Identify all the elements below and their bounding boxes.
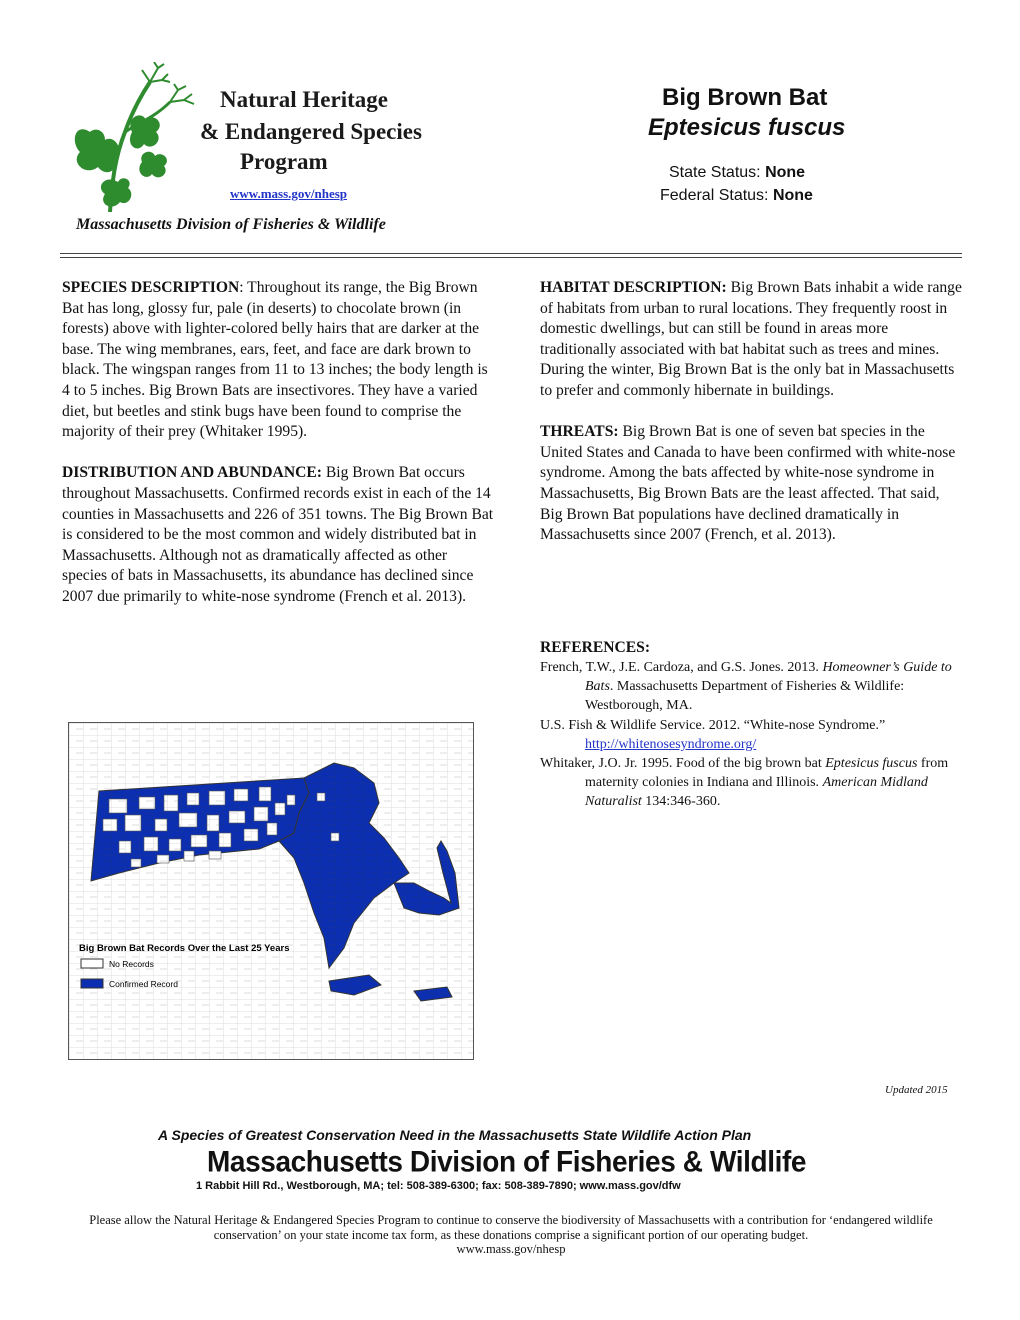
map-town-no-record xyxy=(234,789,248,801)
appeal-link[interactable]: www.mass.gov/nhesp xyxy=(456,1242,566,1257)
map-town-no-record xyxy=(131,859,141,867)
map-town-no-record xyxy=(169,839,181,851)
plant-logo-icon xyxy=(70,62,200,212)
reference-item: U.S. Fish & Wildlife Service. 2012. “White-nose Syndrome.” http://whitenosesyndrome.org/ xyxy=(540,717,886,752)
state-status: State Status: None xyxy=(669,164,806,181)
map-town-no-record xyxy=(139,797,155,809)
map-town-no-record xyxy=(209,791,225,805)
map-town-no-record xyxy=(164,795,178,811)
legend-title: Big Brown Bat Records Over the Last 25 Years xyxy=(79,943,290,954)
program-name-line3: Program xyxy=(240,149,328,174)
map-town-no-record xyxy=(254,807,268,821)
reference-item: Whitaker, J.O. Jr. 1995. Food of the big brown bat Eptesicus fuscus from maternity colonies in Indiana and Illinois. American Midland Naturalist 134:346-360. xyxy=(540,756,949,810)
legend-swatch-no-records xyxy=(81,959,103,968)
map-town-no-record xyxy=(184,851,194,861)
map-town-no-record xyxy=(244,829,258,841)
map-town-no-record xyxy=(191,835,207,847)
dfw-address: 1 Rabbit Hill Rd., Westborough, MA; tel: 508-389-6300; fax: 508-389-7890; www.mass.gov/dfw xyxy=(196,1180,681,1192)
legend-no-records: No Records xyxy=(109,959,154,969)
program-name-line1: Natural Heritage xyxy=(220,87,388,112)
map-town-no-record xyxy=(287,795,295,805)
right-column xyxy=(540,278,965,566)
threats: THREATS: Big Brown Bat is one of seven bat species in the United States and Canada to have been confirmed with white-nose syndrome. Among the bats affected by white-nose syndrome in Massachusetts, Big Brown Bats are the least affected. That said, Big Brown Bat populations have declined dramatically in Massachusetts since 2007 (French, et al. 2013). xyxy=(540,423,956,544)
map-town-no-record xyxy=(267,823,277,835)
updated-date: Updated 2015 xyxy=(885,1084,948,1096)
habitat-description: HABITAT DESCRIPTION: Big Brown Bats inhabit a wide range of habitats from urban to rural locations. They frequently roost in domestic dwellings, but can still be found in areas more traditionally associated with bat habitat such as trees and mines. During the winter, Big Brown Bat is the only bat in Massachusetts to prefer and commonly hibernate in buildings. xyxy=(540,279,962,399)
left-column xyxy=(62,278,494,628)
map-town-no-record xyxy=(125,815,141,831)
legend-swatch-confirmed xyxy=(81,979,103,988)
donation-appeal: Please allow the Natural Heritage & Endangered Species Program to continue to conserve the biodiversity of Massachusetts with a contribution for ‘endangered wildlife conservation’ on your state income tax form, as these donations comprise a significant portion of our operating budget. www.mass.gov/nhesp xyxy=(89,1213,933,1257)
swap-statement: A Species of Greatest Conservation Need in the Massachusetts State Wildlife Action Plan xyxy=(158,1127,752,1143)
agency-name: Massachusetts Division of Fisheries & Wildlife xyxy=(76,216,386,233)
species-scientific-name: Eptesicus fuscus xyxy=(648,114,846,141)
map-town-no-record xyxy=(207,815,219,831)
map-town-no-record xyxy=(209,851,221,859)
federal-status: Federal Status: None xyxy=(660,187,813,204)
program-name-line2: & Endangered Species xyxy=(200,119,422,144)
map-town-no-record xyxy=(219,833,231,847)
map-region-cape xyxy=(394,841,459,915)
reference-item: French, T.W., J.E. Cardoza, and G.S. Jones. 2013. Homeowner’s Guide to Bats. Massachusetts Department of Fisheries & Wildlife: Westborough, MA. xyxy=(540,660,952,714)
header-divider xyxy=(60,253,962,254)
legend-confirmed: Confirmed Record xyxy=(109,979,178,989)
dfw-title: Massachusetts Division of Fisheries & Wildlife xyxy=(207,1145,807,1178)
map-town-no-record xyxy=(187,793,199,805)
map-town-no-record xyxy=(259,787,271,801)
distribution-abundance: DISTRIBUTION AND ABUNDANCE: Big Brown Bat occurs throughout Massachusetts. Confirmed records exist in each of the 14 counties in Massachusetts and 226 of 351 towns. The Big Brown Bat is considered to be the most common and widely distributed bat in Massachusetts. Although not as dramatically affected as other species of bats in Massachusetts, its abundance has declined since 2007 due primarily to white-nose syndrome (French et al. 2013). xyxy=(62,464,494,605)
nhesp-link[interactable]: www.mass.gov/nhesp xyxy=(230,186,348,201)
map-town-no-record xyxy=(179,813,197,827)
references-heading: REFERENCES: xyxy=(540,639,651,656)
header-divider-2 xyxy=(60,257,962,258)
map-town-no-record xyxy=(103,819,117,831)
map-town-no-record xyxy=(119,841,131,853)
map-town-no-record xyxy=(157,855,169,863)
references xyxy=(540,638,965,812)
map-town-no-record xyxy=(317,793,325,801)
whitenose-link[interactable]: http://whitenosesyndrome.org/ xyxy=(585,736,757,752)
massachusetts-map xyxy=(69,723,473,1059)
map-town-no-record xyxy=(331,833,339,841)
map-town-no-record xyxy=(109,799,127,813)
species-common-name: Big Brown Bat xyxy=(662,84,828,111)
species-description: SPECIES DESCRIPTION: Throughout its range, the Big Brown Bat has long, glossy fur, pale (in deserts) to chocolate brown (in forests) above with lighter-colored belly hairs that are darker at the base. The wing membranes, ears, feet, and face are dark brown to black. The wingspan ranges from 11 to 13 inches; the body length is 4 to 5 inches. Big Brown Bats are insectivores. They have a varied diet, but beetles and stink bugs have been found to comprise the majority of their prey (Whitaker 1995). xyxy=(62,279,488,441)
map-region-nantucket xyxy=(414,987,452,1001)
distribution-map xyxy=(68,722,474,1060)
map-town-no-record xyxy=(155,819,167,831)
nhesp-logo xyxy=(70,62,200,212)
map-town-no-record xyxy=(144,837,158,851)
map-town-no-record xyxy=(229,811,245,823)
map-region-marthas-vineyard xyxy=(329,975,381,995)
map-town-no-record xyxy=(275,803,285,815)
